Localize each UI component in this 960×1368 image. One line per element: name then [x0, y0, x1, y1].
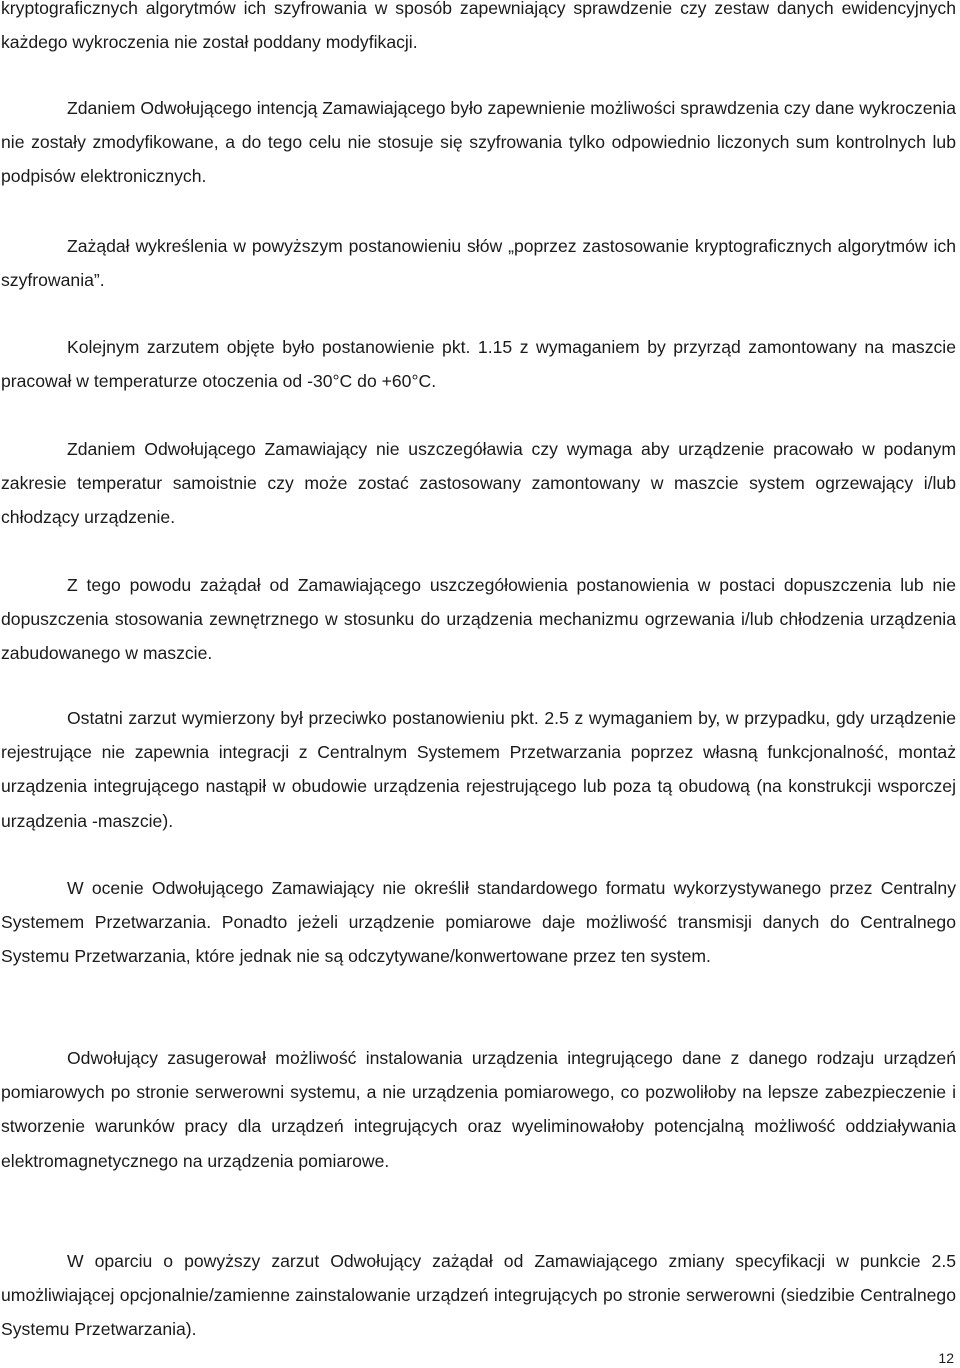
paragraph-7: Ostatni zarzut wymierzony był przeciwko postanowieniu pkt. 2.5 z wymaganiem by, w przypadku, gdy urządzenie rejestrujące nie zapewnia integracji z Centralnym Systemem Przetwarzania poprzez własną funkcjonalność, montaż urządzenia integrującego nastąpił w obudowie urządzenia rejestrującego lub poza tą obudową (na konstrukcji wsporczej urządzenia -maszcie). [1, 708, 956, 831]
paragraph-4: Kolejnym zarzutem objęte było postanowienie pkt. 1.15 z wymaganiem by przyrząd zamontowany na maszcie pracował w temperaturze otoczenia od -30°C do +60°C. [1, 337, 956, 392]
paragraph-10: W oparciu o powyższy zarzut Odwołujący zażądał od Zamawiającego zmiany specyfikacji w punkcie 2.5 umożliwiającej opcjonalnie/zamienne zainstalowanie urządzeń integrujących po stronie serwerowni (siedzibie Centralnego Systemu Przetwarzania). [1, 1251, 956, 1340]
paragraph-5: Zdaniem Odwołującego Zamawiający nie uszczegóławia czy wymaga aby urządzenie pracowało w podanym zakresie temperatur samoistnie czy może zostać zastosowany zamontowany w maszcie system ogrzewający i/lub chłodzący urządzenie. [1, 439, 956, 528]
page-number: 12 [938, 1350, 954, 1366]
paragraph-1: kryptograficznych algorytmów ich szyfrowania w sposób zapewniający sprawdzenie czy zestaw danych ewidencyjnych każdego wykroczenia nie został poddany modyfikacji. [1, 0, 956, 53]
paragraph-9: Odwołujący zasugerował możliwość instalowania urządzenia integrującego dane z danego rodzaju urządzeń pomiarowych po stronie serwerowni systemu, a nie urządzenia pomiarowego, co pozwoliłoby na lepsze zabezpieczenie i stworzenie warunków pracy dla urządzeń integrujących oraz wyeliminowałoby potencjalną możliwość oddziaływania elektromagnetycznego na urządzenia pomiarowe. [1, 1048, 956, 1171]
paragraph-2: Zdaniem Odwołującego intencją Zamawiającego było zapewnienie możliwości sprawdzenia czy dane wykroczenia nie zostały zmodyfikowane, a do tego celu nie stosuje się szyfrowania tylko odpowiednio liczonych sum kontrolnych lub podpisów elektronicznych. [1, 98, 956, 187]
paragraph-6: Z tego powodu zażądał od Zamawiającego uszczegółowienia postanowienia w postaci dopuszczenia lub nie dopuszczenia stosowania zewnętrznego w stosunku do urządzenia mechanizmu ogrzewania i/lub chłodzenia urządzenia zabudowanego w maszcie. [1, 575, 956, 664]
paragraph-3: Zażądał wykreślenia w powyższym postanowieniu słów „poprzez zastosowanie kryptograficznych algorytmów ich szyfrowania”. [1, 236, 956, 291]
paragraph-8: W ocenie Odwołującego Zamawiający nie określił standardowego formatu wykorzystywanego przez Centralny Systemem Przetwarzania. Ponadto jeżeli urządzenie pomiarowe daje możliwość transmisji danych do Centralnego Systemu Przetwarzania, które jednak nie są odczytywane/konwertowane przez ten system. [1, 878, 956, 967]
